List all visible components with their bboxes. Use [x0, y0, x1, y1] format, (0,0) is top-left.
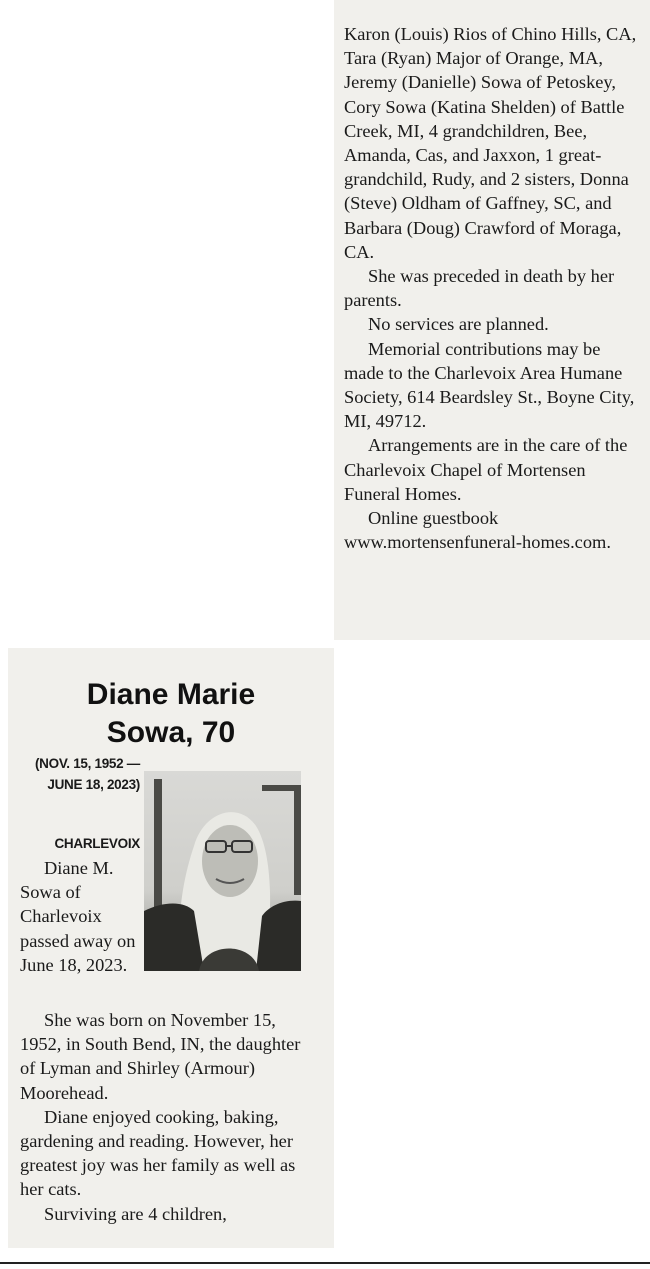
continuation-text	[344, 22, 644, 554]
portrait-figure	[144, 771, 301, 971]
obituary-main-clipping	[8, 648, 334, 1248]
page-bottom-rule	[0, 1262, 650, 1264]
survivors-paragraph: Surviving are 4 children,	[44, 1203, 227, 1224]
interests-paragraph: Diane enjoyed cooking, baking, gardening and reading. However, her greatest joy was her family as well as her cats.	[20, 1106, 296, 1200]
location-dateline: CHARLEVOIX	[54, 836, 140, 851]
portrait-photo	[144, 771, 301, 971]
services-paragraph: No services are planned.	[368, 314, 549, 335]
birth-paragraph: She was born on November 15, 1952, in South Bend, IN, the daughter of Lyman and Shirley (Armour) Moorehead.	[20, 1010, 301, 1103]
lead-paragraph: Diane M. Sowa of Charlevoix passed away on June 18, 2023.	[20, 858, 136, 975]
memorial-paragraph: Memorial contributions may be made to the Charlevoix Area Humane Society, 614 Beardsley St., Boyne City, MI, 49712.	[344, 338, 635, 432]
obituary-body	[20, 1008, 312, 1226]
obituary-continuation-clipping	[334, 0, 650, 640]
headline-age: Sowa, 70	[106, 716, 236, 749]
obituary-headline	[8, 676, 334, 752]
lead-paragraph-wrap	[20, 856, 140, 977]
headline-name: Diane Marie	[86, 678, 256, 711]
arrangements-paragraph: Arrangements are in the care of the Charlevoix Chapel of Mortensen Funeral Homes.	[344, 435, 628, 504]
preceded-paragraph: She was preceded in death by her parents.	[344, 266, 615, 311]
guestbook-paragraph: Online guestbook www.mortensenfuneral-homes.com.	[344, 508, 611, 553]
life-dates: (NOV. 15, 1952 — JUNE 18, 2023)	[34, 756, 140, 792]
survivors-continued-paragraph: Karon (Louis) Rios of Chino Hills, CA, Tara (Ryan) Major of Orange, MA, Jeremy (Danielle) Sowa of Petoskey, Cory Sowa (Katina Shelden) of Battle Creek, MI, 4 grandchildren, Bee, Amanda, Cas, and Jaxxon, 1 great-grandchild, Rudy, and 2 sisters, Donna (Steve) Oldham of Gaffney, SC, and Barbara (Doug) Crawford of Moraga, CA.	[344, 24, 637, 262]
